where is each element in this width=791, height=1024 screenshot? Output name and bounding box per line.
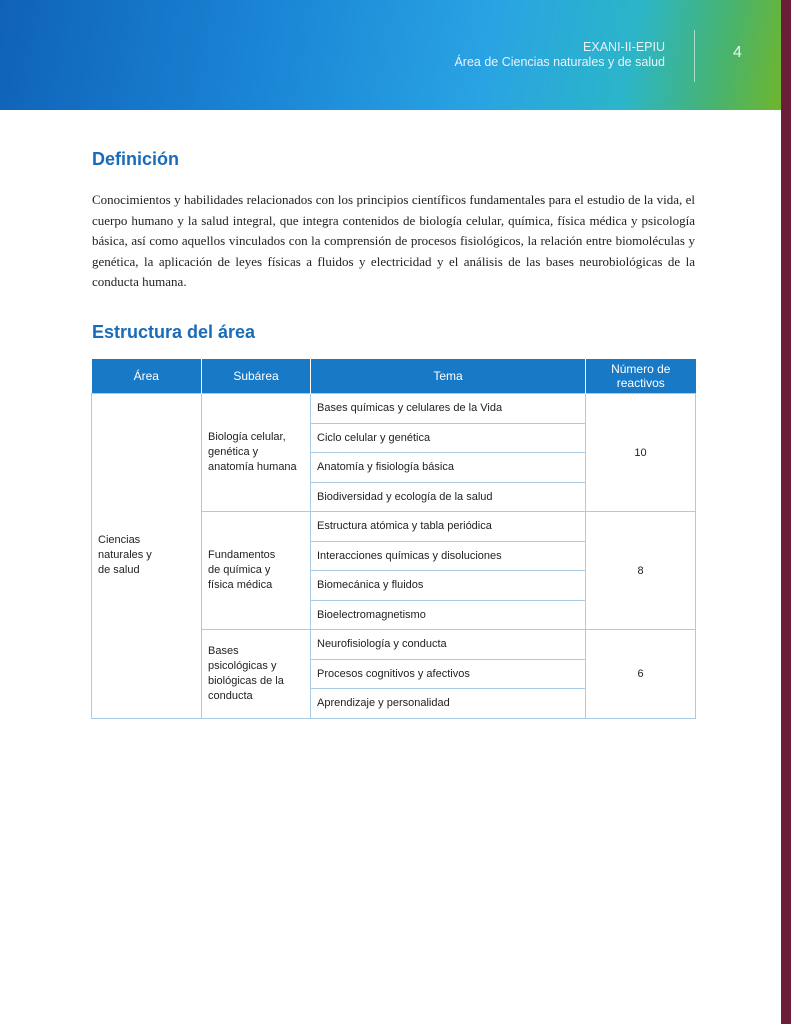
subarea-cell: Fundamentos de química y física médica [202, 512, 311, 630]
definition-heading: Definición [92, 149, 180, 169]
structure-table [91, 359, 696, 719]
side-accent-bar [781, 0, 791, 1024]
subarea-cell: Bases psicológicas y biológicas de la conducta [202, 630, 311, 719]
reactivos-cell: 6 [586, 630, 696, 719]
exam-code: EXANI-II-EPIU [583, 40, 665, 54]
header-banner [0, 0, 781, 110]
reactivos-header-text: Número de reactivos [611, 362, 671, 390]
tema-cell: Ciclo celular y genética [311, 423, 586, 453]
area-subtitle: Área de Ciencias naturales y de salud [454, 55, 665, 69]
col-subarea-header: Subárea [202, 359, 311, 394]
table-header-row [92, 359, 696, 394]
tema-cell: Biomecánica y fluidos [311, 571, 586, 601]
tema-cell: Bioelectromagnetismo [311, 600, 586, 630]
reactivos-cell: 10 [586, 394, 696, 512]
col-area-header: Área [92, 359, 202, 394]
tema-cell: Aprendizaje y personalidad [311, 689, 586, 719]
tema-cell: Procesos cognitivos y afectivos [311, 659, 586, 689]
tema-cell: Neurofisiología y conducta [311, 630, 586, 660]
tema-cell: Interacciones químicas y disoluciones [311, 541, 586, 571]
col-reactivos-header [586, 359, 696, 394]
subarea-cell: Biología celular, genética y anatomía humana [202, 394, 311, 512]
area-cell: Ciencias naturales y de salud [92, 394, 202, 719]
tema-cell: Bases químicas y celulares de la Vida [311, 394, 586, 424]
header-divider [694, 30, 695, 82]
tema-cell: Anatomía y fisiología básica [311, 453, 586, 483]
reactivos-cell: 8 [586, 512, 696, 630]
tema-cell: Estructura atómica y tabla periódica [311, 512, 586, 542]
header-titles [454, 40, 665, 70]
tema-cell: Biodiversidad y ecología de la salud [311, 482, 586, 512]
definition-paragraph: Conocimientos y habilidades relacionados con los principios científicos fundamentales para el estudio de la vida, el cuerpo humano y la salud integral, que integra contenidos de biología celular, química, física médica y psicología básica, así como aquellos vinculados con la comprensión de procesos fisiológicos, la relación entre biomoléculas y genética, la aplicación de leyes físicas a fluidos y electricidad y el análisis de las bases neurobiológicas de la conducta humana. [92, 192, 695, 289]
col-tema-header: Tema [311, 359, 586, 394]
table-row [92, 394, 696, 424]
page-number: 4 [733, 44, 742, 61]
structure-heading: Estructura del área [92, 322, 256, 342]
